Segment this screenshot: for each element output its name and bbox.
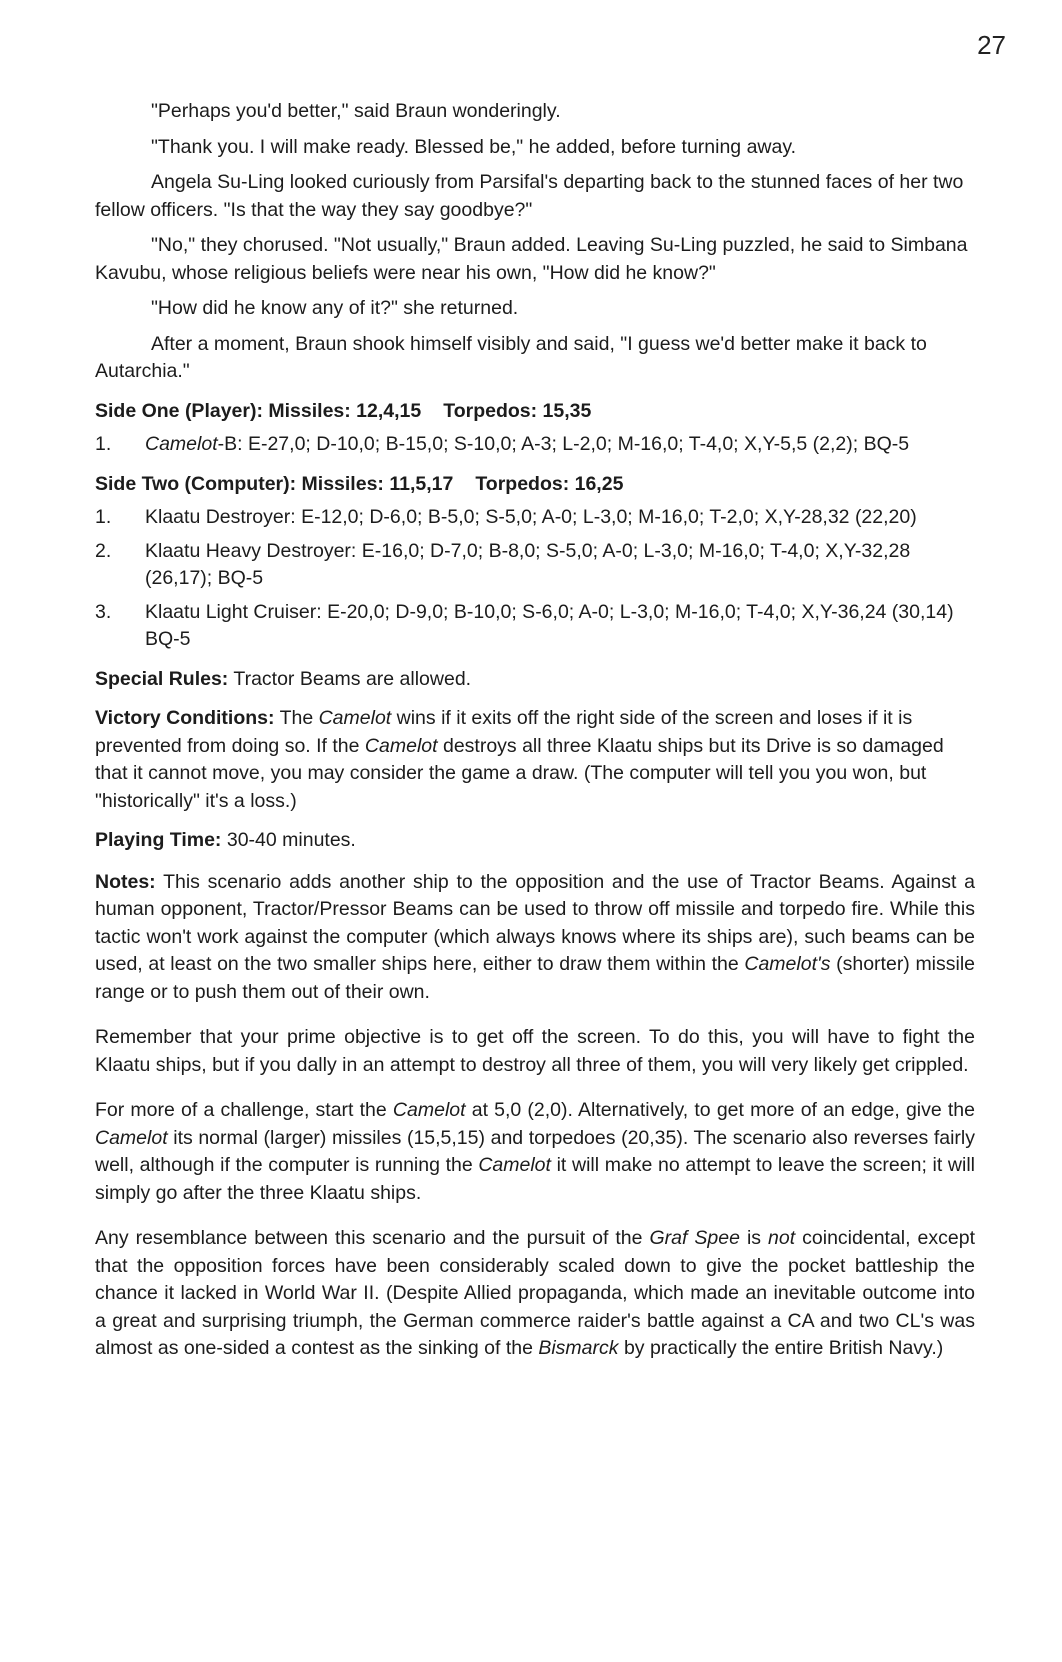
list-number: 1. xyxy=(95,506,112,528)
challenge-text-2: at 5,0 (2,0). Alternatively, to get more of an edge, give the xyxy=(471,1099,975,1121)
graf-text-4: by practically the entire British Navy.) xyxy=(623,1337,944,1359)
playing-time-text: 30-40 minutes. xyxy=(226,829,356,851)
ship-name: Camelot xyxy=(392,1099,466,1121)
list-number: 2. xyxy=(95,539,112,562)
playing-time-label: Playing Time: xyxy=(95,829,222,851)
paragraph-graf-spee xyxy=(95,1225,975,1363)
emphasis: not xyxy=(768,1227,796,1249)
dialogue-line-1: "Perhaps you'd better," said Braun wonderingly. xyxy=(151,100,561,122)
side-two-torpedos: Torpedos: 16,25 xyxy=(475,472,624,495)
ship-stats-text: -B: E-27,0; D-10,0; B-15,0; S-10,0; A-3; L-2,0; M-16,0; T-4,0; X,Y-5,5 (2,2); BQ-5 xyxy=(217,433,910,455)
side-one-missiles: Side One (Player): Missiles: 12,4,15 xyxy=(95,399,422,422)
side-one-torpedos: Torpedos: 15,35 xyxy=(443,399,592,422)
ship-name: Camelot xyxy=(364,734,438,757)
paragraph-challenge xyxy=(95,1097,975,1207)
ship-name: Graf Spee xyxy=(649,1227,740,1249)
ship-name: Camelot xyxy=(318,707,392,729)
side-two-ship-2 xyxy=(95,538,975,593)
playing-time xyxy=(95,827,975,855)
side-two-missiles: Side Two (Computer): Missiles: 11,5,17 xyxy=(95,472,454,495)
side-one-ship-1 xyxy=(95,431,975,459)
page-number: 27 xyxy=(977,30,1006,60)
notes xyxy=(95,869,975,1007)
notes-text-2: (shorter) missile range or to push them out of their own. xyxy=(95,953,976,1003)
ship-name: Camelot xyxy=(95,1126,168,1149)
victory-label: Victory Conditions: xyxy=(95,707,275,729)
graf-text-3: coincidental, except that the opposition forces have been considerably scaled down to give the pocket battleship the chance it lacked in World War II. (Despite Allied propaganda, which made an inevitable outcome into a great and surprising triumph, the German commerce raider's battle against a CA and two CL's was almost as one-sided a contest as the sinking of the xyxy=(95,1227,976,1359)
victory-text-2: wins if it exits off the right side of the screen and loses if it is prevented from doing so. If the xyxy=(95,707,913,757)
dialogue-line-5: "How did he know any of it?" she returned. xyxy=(151,297,519,319)
challenge-text-1: For more of a challenge, start the xyxy=(95,1099,387,1121)
special-rules xyxy=(95,666,975,694)
ship-stats-text: Klaatu Light Cruiser: E-20,0; D-9,0; B-10,0; S-6,0; A-0; L-3,0; M-16,0; T-4,0; X,Y-36,24 (30,14) BQ-5 xyxy=(145,600,954,650)
challenge-text-3: its normal (larger) missiles (15,5,15) and torpedoes (20,35). The scenario also reverses fairly well, although if the computer is running the xyxy=(95,1126,975,1176)
ship-stats xyxy=(145,431,975,459)
victory-conditions xyxy=(95,705,975,815)
notes-text-1: This scenario adds another ship to the opposition and the use of Tractor Beams. Against a human opponent, Tractor/Pressor Beams can be used to throw off missile and torpedo fire. While this tactic won't work against the computer (which always knows where its ships are), such beams can be used, at least on the two smaller ships here, either to draw them within the xyxy=(95,870,975,975)
victory-text-1: The xyxy=(279,707,314,729)
ship-name: Camelot's xyxy=(744,953,831,975)
dialogue-line-6: After a moment, Braun shook himself visibly and said, "I guess we'd better make it back to Autarchia." xyxy=(95,332,927,382)
side-two-ship-3 xyxy=(95,599,975,654)
graf-text-2: is xyxy=(746,1227,762,1249)
special-rules-label: Special Rules: xyxy=(95,667,229,690)
side-one-heading xyxy=(95,398,975,426)
list-number: 1. xyxy=(95,433,112,455)
dialogue-line-4: "No," they chorused. "Not usually," Braun added. Leaving Su-Ling puzzled, he said to Simbana Kavubu, whose religious beliefs were near his own, "How did he know?" xyxy=(95,234,968,284)
challenge-text-4: it will make no attempt to leave the screen; it will simply go after the three Klaatu ships. xyxy=(95,1154,975,1204)
notes-label: Notes: xyxy=(95,870,156,893)
paragraph-remember: Remember that your prime objective is to get off the screen. To do this, you will have to fight the Klaatu ships, but if you dally in an attempt to destroy all three of them, you will very likely get crippled. xyxy=(95,1026,975,1076)
dialogue-line-2: "Thank you. I will make ready. Blessed be," he added, before turning away. xyxy=(151,135,797,158)
graf-text-1: Any resemblance between this scenario and the pursuit of the xyxy=(95,1227,643,1249)
special-rules-text: Tractor Beams are allowed. xyxy=(233,667,472,690)
page-body xyxy=(95,98,975,1363)
side-two-ship-1 xyxy=(95,504,975,532)
ship-name: Bismarck xyxy=(538,1337,619,1359)
dialogue-line-3: Angela Su-Ling looked curiously from Parsifal's departing back to the stunned faces of her two fellow officers. "Is that the way they say goodbye?" xyxy=(95,171,964,221)
ship-stats-text: Klaatu Destroyer: E-12,0; D-6,0; B-5,0; S-5,0; A-0; L-3,0; M-16,0; T-2,0; X,Y-28,32 (22,20) xyxy=(145,506,917,528)
side-two-heading xyxy=(95,471,975,499)
ship-stats-text: Klaatu Heavy Destroyer: E-16,0; D-7,0; B-8,0; S-5,0; A-0; L-3,0; M-16,0; T-4,0; X,Y-32,28 (26,17); BQ-5 xyxy=(145,539,911,589)
victory-text-3: destroys all three Klaatu ships but its Drive is so damaged that it cannot move, you may consider the game a draw. (The computer will tell you you won, but "historically" it's a loss.) xyxy=(95,734,944,812)
ship-name: Camelot xyxy=(478,1154,551,1176)
list-number: 3. xyxy=(95,600,112,623)
ship-name: Camelot xyxy=(145,433,218,455)
